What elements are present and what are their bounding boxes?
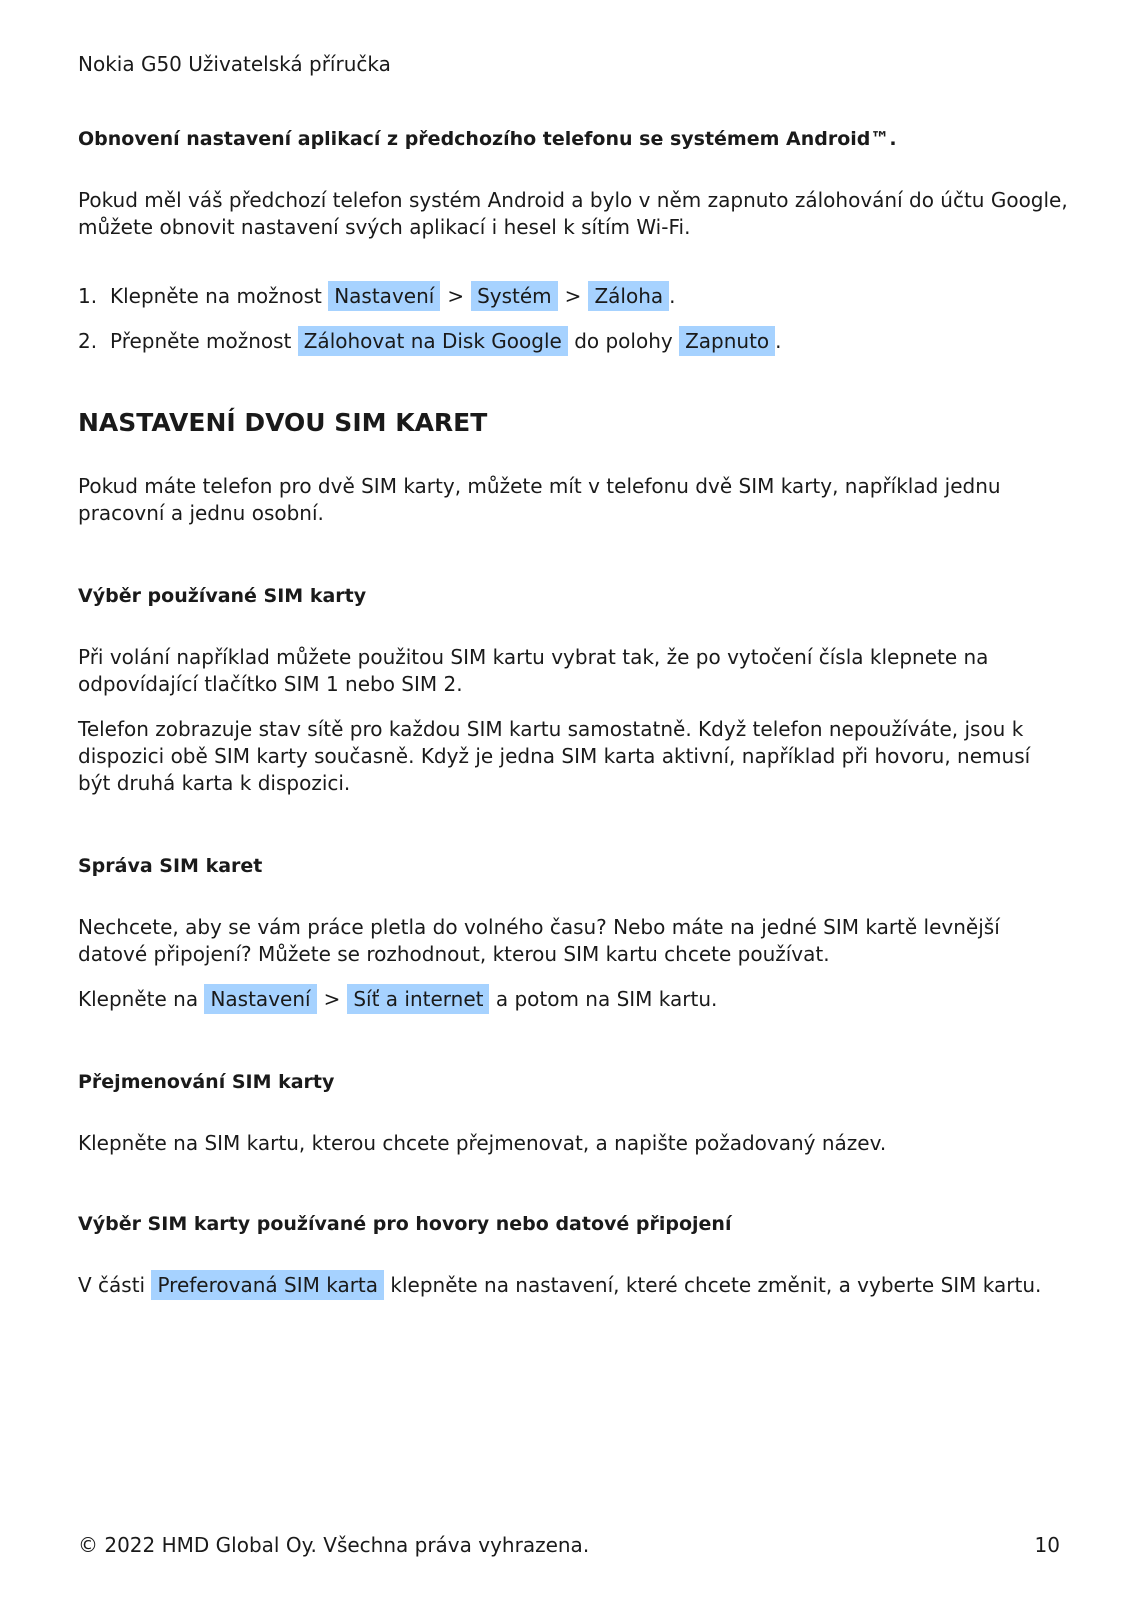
path-separator: > xyxy=(564,284,582,308)
dual-sim-intro: Pokud máte telefon pro dvě SIM karty, můžete mít v telefonu dvě SIM karty, například jednu pracovní a jednu osobní. xyxy=(78,474,1001,525)
restore-intro: Pokud měl váš předchozí telefon systém Android a bylo v něm zapnuto zálohování do účtu Google, můžete obnovit nastavení svých aplikací i hesel k sítím Wi-Fi. xyxy=(78,188,1068,239)
page-content xyxy=(78,126,1068,1299)
text-start: V části xyxy=(78,1273,146,1297)
page-number: 10 xyxy=(1034,1533,1060,1557)
period: . xyxy=(775,329,782,353)
select-sim-p1: Při volání například můžete použitou SIM kartu vybrat tak, že po vytočení čísla klepnete na odpovídající tlačítko SIM 1 nebo SIM 2. xyxy=(78,645,989,696)
ui-label-nastaveni: Nastavení xyxy=(328,281,440,311)
document-footer xyxy=(78,1533,1060,1557)
path-separator: > xyxy=(447,284,465,308)
step-number: 2. xyxy=(78,329,98,353)
period: . xyxy=(669,284,676,308)
ui-label-zaloha: Záloha xyxy=(588,281,669,311)
dual-sim-heading: NASTAVENÍ DVOU SIM KARET xyxy=(78,408,488,437)
rename-sim-p1: Klepněte na SIM kartu, kterou chcete přejmenovat, a napište požadovaný název. xyxy=(78,1131,887,1155)
step-text: Klepněte na možnost xyxy=(110,284,322,308)
ui-label-preferovana-sim: Preferovaná SIM karta xyxy=(151,1270,384,1300)
preferred-sim-p1 xyxy=(78,1272,1068,1299)
select-sim-p2: Telefon zobrazuje stav sítě pro každou SIM kartu samostatně. Když telefon nepoužíváte, jsou k dispozici obě SIM karty současně. Když je jedna SIM karta aktivní, například při hovoru, nemusí být druhá karta k dispozici. xyxy=(78,717,1031,795)
restore-steps xyxy=(78,283,1068,355)
ui-label-nastaveni: Nastavení xyxy=(204,984,316,1014)
ui-label-zalohovat: Zálohovat na Disk Google xyxy=(298,326,568,356)
path-separator: > xyxy=(323,987,341,1011)
text-start: Klepněte na xyxy=(78,987,199,1011)
step-number: 1. xyxy=(78,284,98,308)
restore-step-1 xyxy=(78,283,1068,310)
restore-step-2 xyxy=(78,328,1068,355)
ui-label-sit-a-internet: Síť a internet xyxy=(347,984,489,1014)
text-end: klepněte na nastavení, které chcete změnit, a vyberte SIM kartu. xyxy=(390,1273,1042,1297)
rename-sim-heading: Přejmenování SIM karty xyxy=(78,1071,335,1093)
copyright: © 2022 HMD Global Oy. Všechna práva vyhrazena. xyxy=(78,1533,590,1557)
document-header: Nokia G50 Uživatelská příručka xyxy=(78,52,391,76)
text-end: a potom na SIM kartu. xyxy=(495,987,718,1011)
step-text: Přepněte možnost xyxy=(110,329,292,353)
manage-sim-heading: Správa SIM karet xyxy=(78,855,263,877)
preferred-sim-heading: Výběr SIM karty používané pro hovory nebo datové připojení xyxy=(78,1213,732,1235)
ui-label-zapnuto: Zapnuto xyxy=(679,326,775,356)
restore-heading: Obnovení nastavení aplikací z předchozího telefonu se systémem Android™. xyxy=(78,128,897,150)
step-mid-text: do polohy xyxy=(574,329,673,353)
ui-label-system: Systém xyxy=(471,281,558,311)
select-sim-heading: Výběr používané SIM karty xyxy=(78,585,367,607)
manage-sim-p2 xyxy=(78,986,1068,1013)
manage-sim-p1: Nechcete, aby se vám práce pletla do volného času? Nebo máte na jedné SIM kartě levnější datové připojení? Můžete se rozhodnout, kterou SIM kartu chcete používat. xyxy=(78,915,1000,966)
